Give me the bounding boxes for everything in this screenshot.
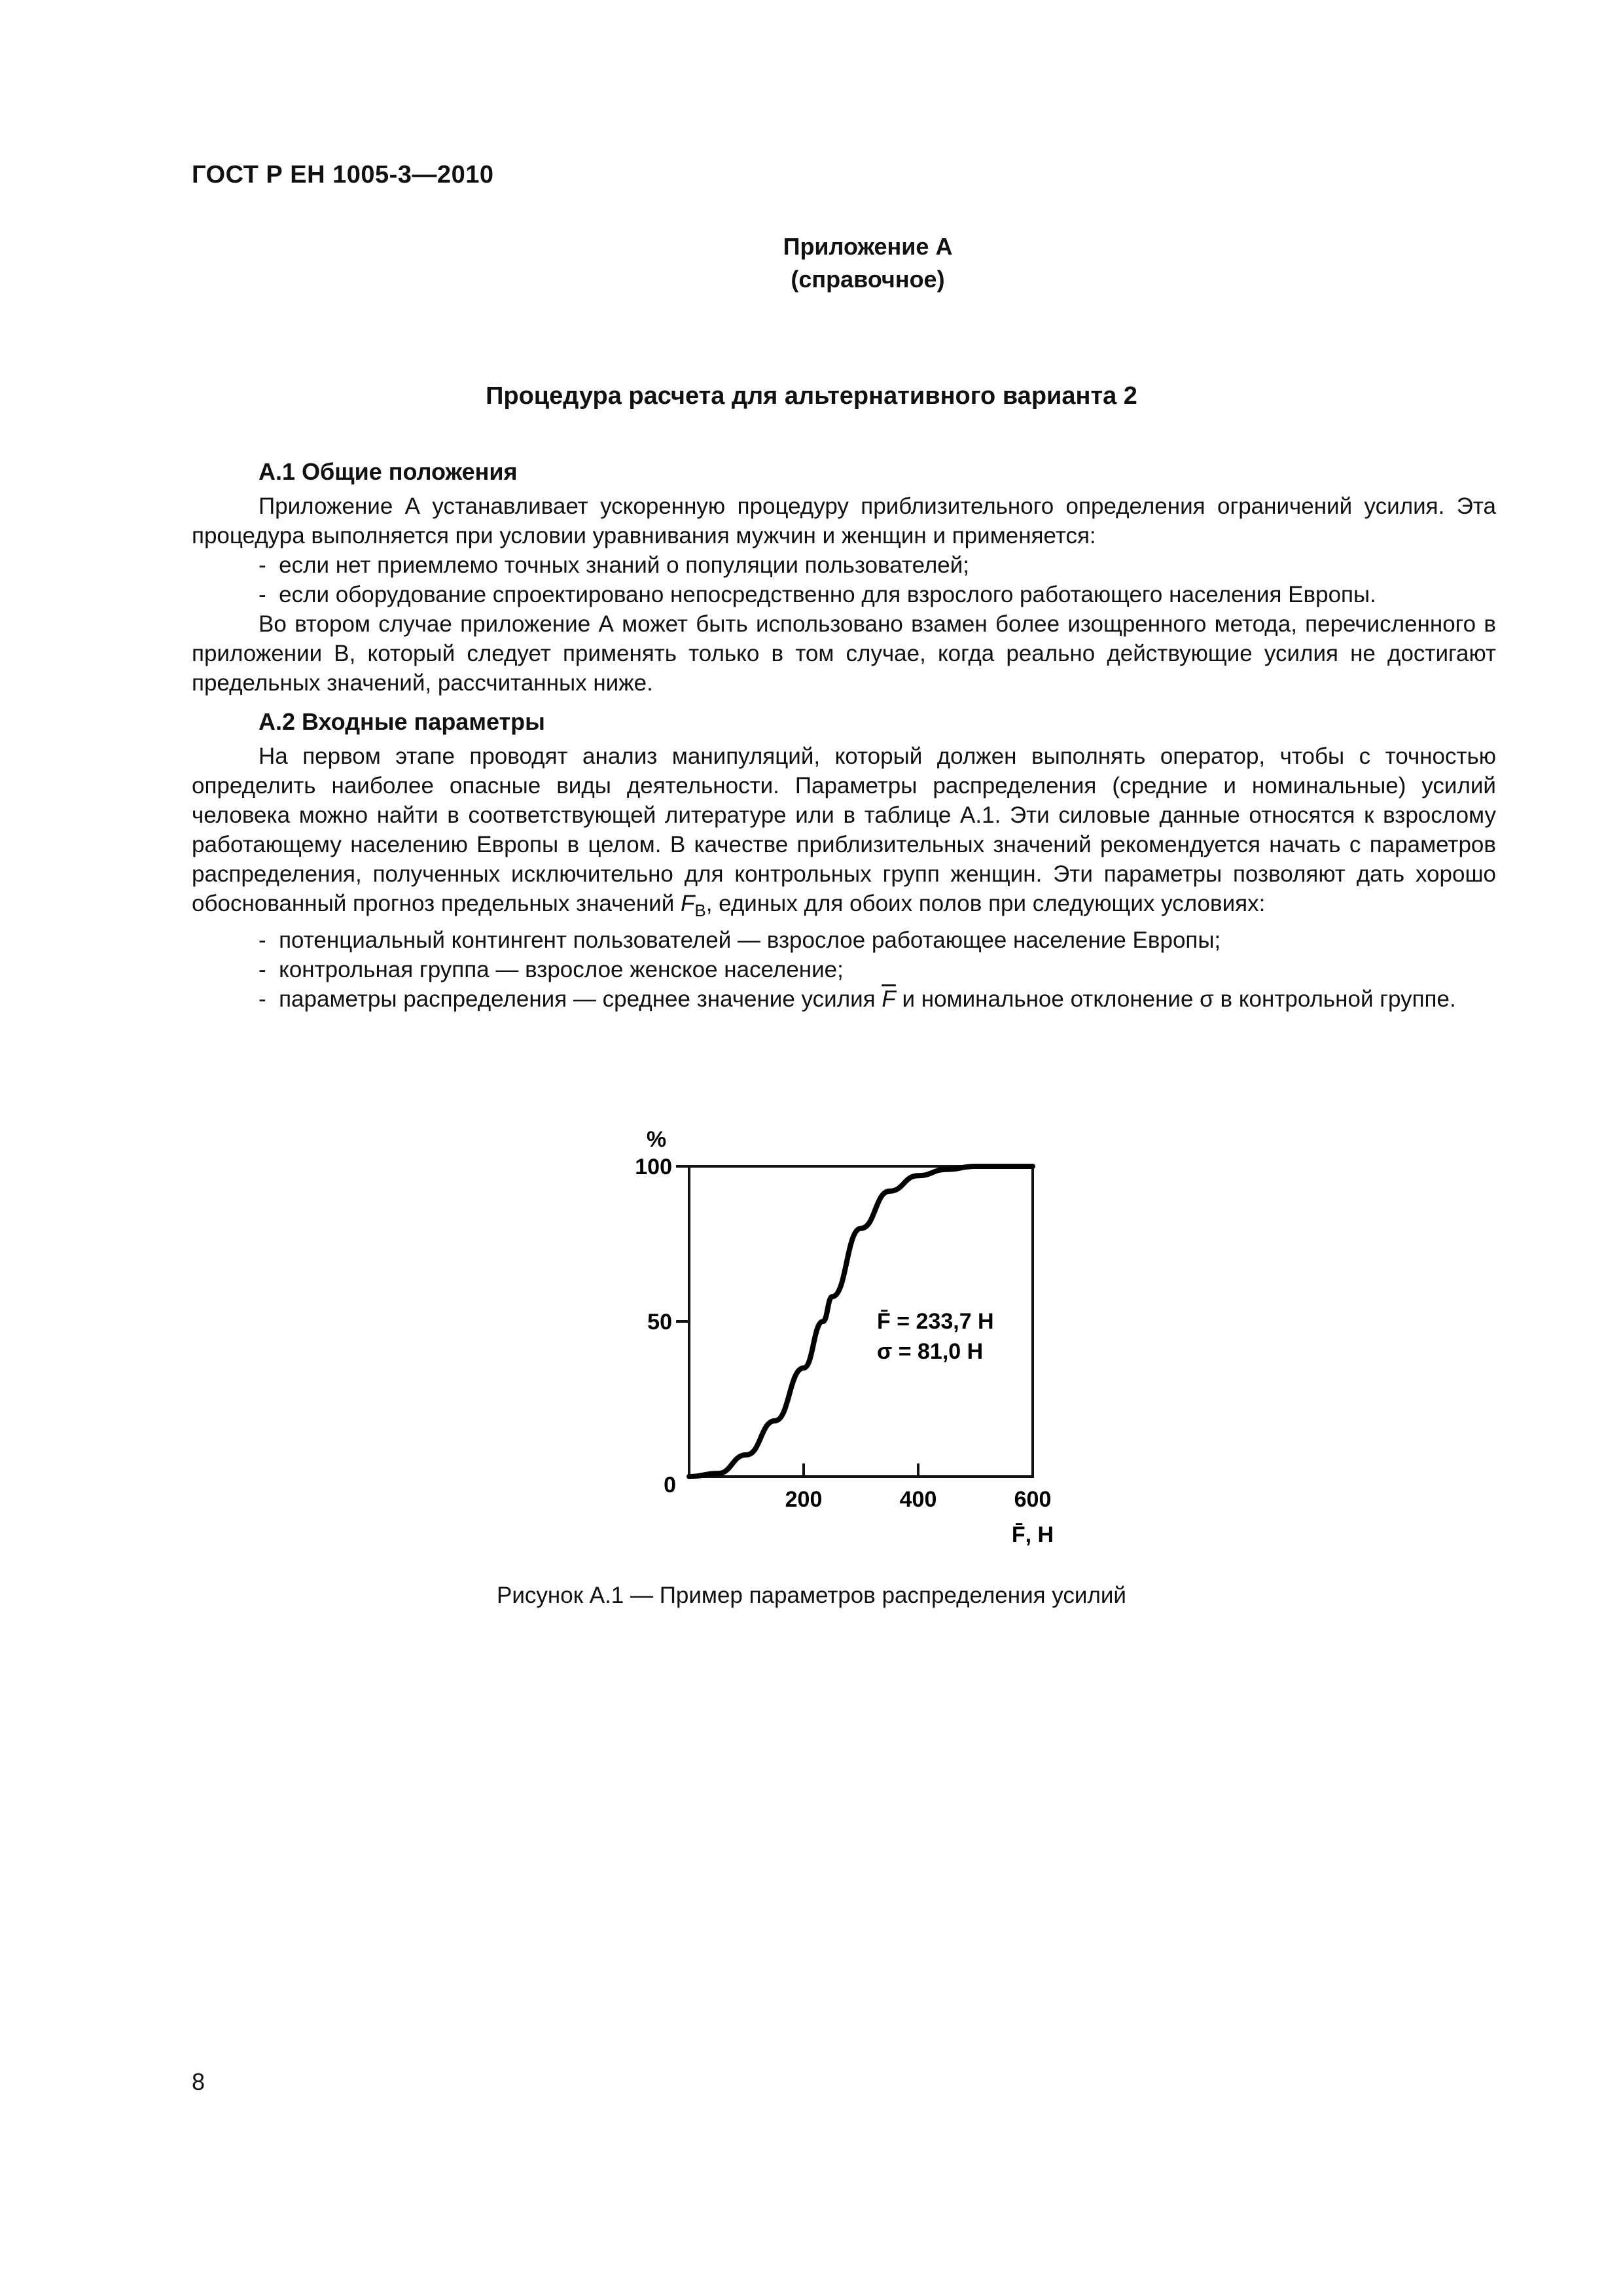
section-2-paragraph-1: На первом этапе проводят анализ манипуляций, который должен выполнять оператор, чтобы с точностью определить наиболее опасные виды деятельности. Параметры распределения (средние и номинальные) усилий человека можно найти в соответствующей литературе или в таблице А.1. Эти силовые данные относятся к взрослому работающему населению Европы в целом. В качестве приблизительных значений рекомендуется начать с параметров распределения, полученных исключительно для контрольных групп женщин. Эти параметры позволяют дать хорошо обоснованный прогноз предельных значений $F_B$, единых для обоих полов при следующих условиях: — [192, 744, 1496, 920]
annotation-mean: F̄ = 233,7 Н — [877, 1309, 994, 1334]
list-item: - если нет приемлемо точных знаний о популяции пользователей; — [192, 550, 1496, 580]
y-ticks — [635, 1155, 689, 1498]
list-item: - параметры распределения — среднее значение усилия $\overline{F}$ и номинальное отклонение σ в контрольной группе. — [192, 984, 1496, 1014]
annotation-sigma: σ = 81,0 Н — [877, 1339, 984, 1364]
x-tick-label: 200 — [785, 1487, 823, 1512]
y-tick-label: 0 — [664, 1473, 676, 1498]
procedure-title: Процедура расчета для альтернативного варианта 2 — [486, 382, 1137, 410]
x-ticks — [785, 1463, 1052, 1512]
sigma-symbol: σ — [1200, 986, 1214, 1012]
mean-force-symbol: $\overline{F}$ — [882, 986, 896, 1012]
list-item: - если оборудование спроектировано непосредственно для взрослого работающего населения Европы. — [192, 580, 1496, 609]
y-axis-label: % — [646, 1127, 667, 1152]
page-number: 8 — [192, 2068, 205, 2095]
y-tick-label: 50 — [647, 1310, 672, 1335]
section-1-paragraph-2: Во втором случае приложение А может быть использовано взамен более изощренного метода, перечисленного в приложении В, который следует применять только в том случае, когда реально действующие усилия не достигают предельных значений, рассчитанных ниже. — [192, 611, 1496, 696]
list-item: - потенциальный контингент пользователей — взрослое работающее население Европы; — [192, 925, 1496, 955]
list-item: - контрольная группа — взрослое женское население; — [192, 955, 1496, 984]
fb-symbol: F — [680, 891, 695, 916]
section-2-heading: А.2 Входные параметры — [259, 708, 545, 735]
document-code: ГОСТ Р ЕН 1005-3—2010 — [192, 161, 494, 188]
x-tick-label: 600 — [1014, 1487, 1052, 1512]
y-tick-label: 100 — [635, 1155, 672, 1179]
section-1-paragraph-1: Приложение А устанавливает ускоренную процедуру приблизительного определения ограничений усилия. Эта процедура выполняется при условии уравнивания мужчин и женщин и применяется: — [192, 493, 1496, 548]
x-tick-label: 400 — [899, 1487, 937, 1512]
annex-title: Приложение А — [783, 233, 953, 260]
x-axis-label: F̄, Н — [1011, 1522, 1054, 1547]
figure-caption: Рисунок А.1 — Пример параметров распределения усилий — [497, 1583, 1126, 1608]
section-1-heading: А.1 Общие положения — [259, 458, 518, 485]
annex-type: (справочное) — [791, 266, 945, 293]
fb-subscript: B — [694, 901, 706, 920]
